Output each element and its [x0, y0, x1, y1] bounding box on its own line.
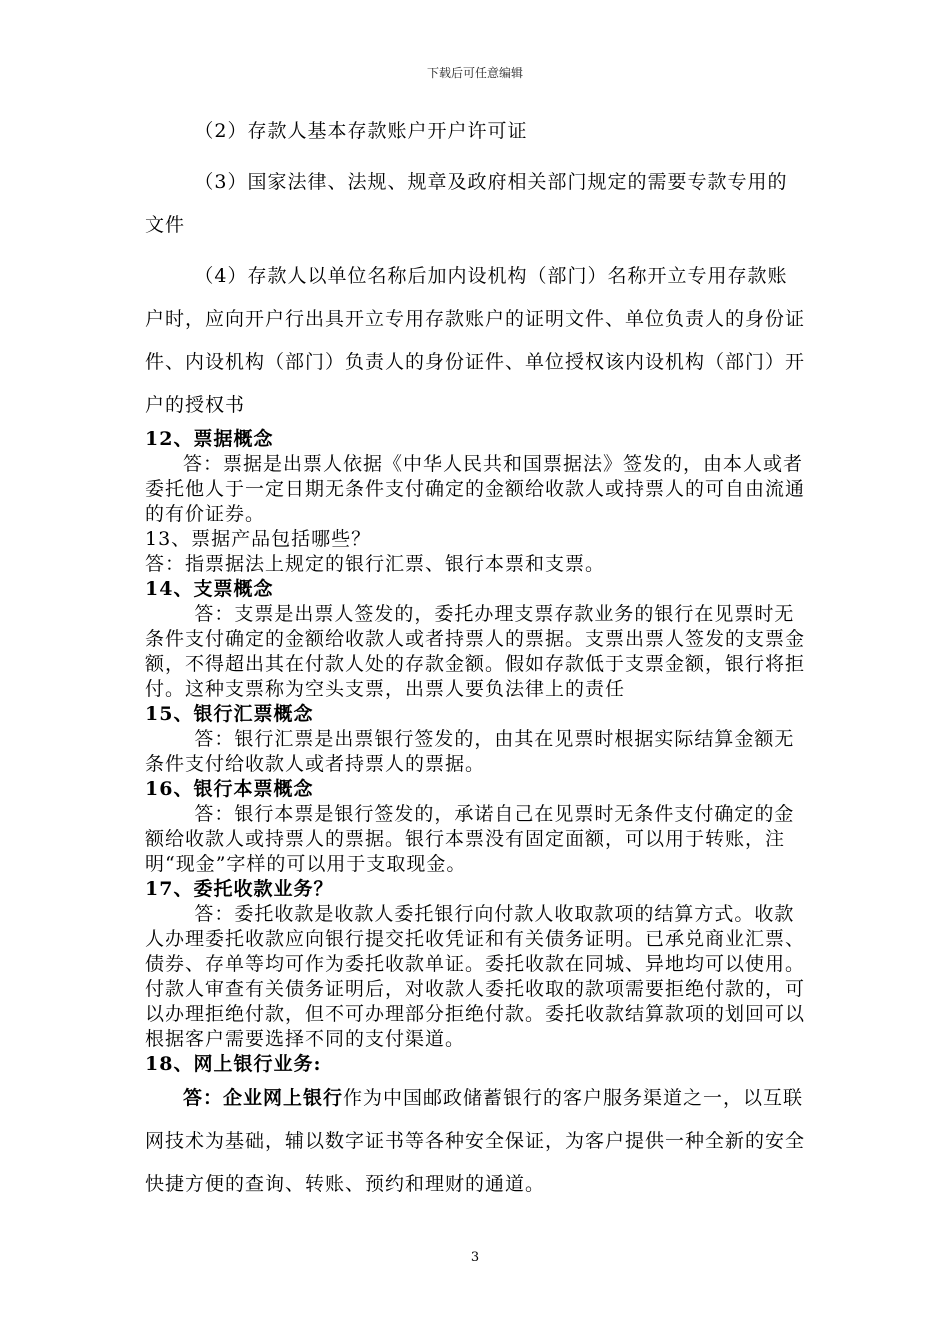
document-body — [145, 110, 805, 1206]
paragraph-item-2: （2）存款人基本存款账户开户许可证 — [194, 120, 528, 142]
heading-q12: 12、票据概念 — [145, 428, 274, 450]
heading-q17: 17、委托收款业务？ — [145, 878, 334, 900]
page-number: 3 — [470, 1250, 480, 1265]
answer-q16: 答：银行本票是银行签发的，承诺自己在见票时无条件支付确定的金额给收款人或持票人的票据。银行本票没有固定面额，可以用于转账，注明“现金”字样的可以用于支取现金。 — [145, 803, 795, 875]
page-header: 下载后可任意编辑 — [426, 66, 523, 80]
paragraph-item-3: （3）国家法律、法规、规章及政府相关部门规定的需要专款专用的文件 — [145, 171, 788, 236]
heading-q16: 16、银行本票概念 — [145, 778, 314, 800]
answer-q15: 答：银行汇票是出票银行签发的，由其在见票时根据实际结算金额无条件支付给收款人或者持票人的票据。 — [145, 728, 795, 775]
heading-q15: 15、银行汇票概念 — [145, 703, 314, 725]
heading-q14: 14、支票概念 — [145, 578, 274, 600]
heading-q18: 18、网上银行业务: — [145, 1053, 322, 1075]
answer-q13: 答：指票据法上规定的银行汇票、银行本票和支票。 — [145, 553, 606, 575]
answer-q12: 答：票据是出票人依据《中华人民共和国票据法》签发的，由本人或者委托他人于一定日期无条件支付确定的金额给收款人或持票人的可自由流通的有价证券。 — [145, 453, 806, 525]
answer-q18-rest: 作为中国邮政储蓄银行的客户服务渠道之一，以互联网技术为基础，辅以数字证书等各种安全保证，为客户提供一种全新的安全快捷方便的查询、转账、预约和理财的通道。 — [145, 1087, 806, 1195]
paragraph-item-4: （4）存款人以单位名称后加内设机构（部门）名称开立专用存款账户时，应向开户行出具开立专用存款账户的证明文件、单位负责人的身份证件、内设机构（部门）负责人的身份证件、单位授权该内设机构（部门）开户的授权书 — [145, 265, 806, 416]
answer-q18-lead: 答：企业网上银行 — [183, 1087, 344, 1109]
heading-q13: 13、票据产品包括哪些？ — [145, 528, 372, 550]
answer-q14: 答：支票是出票人签发的，委托办理支票存款业务的银行在见票时无条件支付确定的金额给收款人或者持票人的票据。支票出票人签发的支票金额，不得超出其在付款人处的存款金额。假如存款低于支票金额，银行将拒付。这种支票称为空头支票，出票人要负法律上的责任 — [145, 603, 806, 700]
answer-q17: 答：委托收款是收款人委托银行向付款人收取款项的结算方式。收款人办理委托收款应向银行提交托收凭证和有关债务证明。已承兑商业汇票、债券、存单等均可作为委托收款单证。委托收款在同城、异地均可以使用。付款人审查有关债务证明后，对收款人委托收取的款项需要拒绝付款的，可以办理拒绝付款，但不可办理部分拒绝付款。委托收款结算款项的划回可以根据客户需要选择不同的支付渠道。 — [145, 903, 806, 1050]
answer-q18 — [145, 1077, 805, 1206]
